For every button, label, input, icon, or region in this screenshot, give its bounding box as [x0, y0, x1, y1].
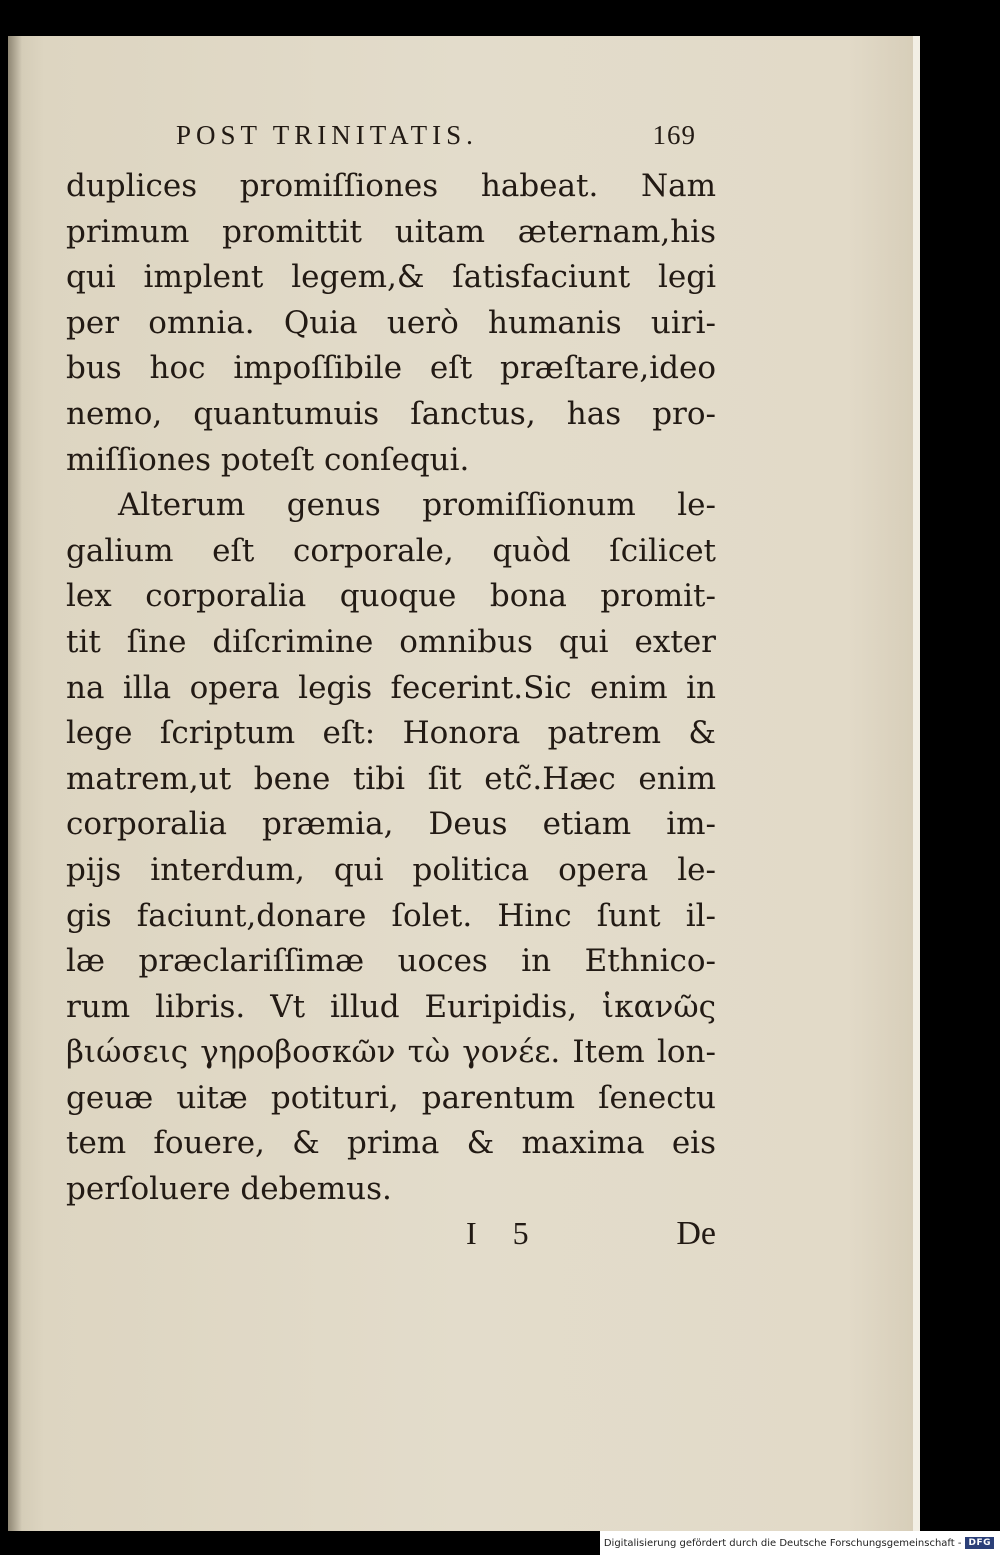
text-line: corporalia præmia, Deus etiam im- — [66, 806, 716, 843]
page-number: 169 — [652, 120, 696, 150]
text-line: bus hoc impoſſibile eſt præſtare,ideo — [66, 350, 716, 387]
running-title: POST TRINITATIS. — [176, 120, 478, 150]
text-line: lex corporalia quoque bona promit- — [66, 578, 716, 615]
text-line: qui implent legem,& ſatisfaciunt legi — [66, 259, 716, 296]
text-line: na illa opera legis fecerint.Sic enim in — [66, 669, 716, 706]
text-line: tem fouere, & prima & maxima eis — [66, 1125, 716, 1162]
text-line: pijs interdum, qui politica opera le- — [66, 851, 716, 888]
text-line: Alterum genus promiſſionum le- — [118, 487, 716, 524]
text-line: rum libris. Vt illud Euripidis, ἱκανῶς — [66, 988, 716, 1025]
catchword: De — [676, 1214, 716, 1252]
funding-credit-bar — [600, 1531, 1000, 1555]
text-line: galium eſt corporale, quòd ſcilicet — [66, 532, 716, 569]
text-line: per omnia. Quia uerò humanis uiri- — [66, 304, 716, 341]
catch-row — [66, 1215, 716, 1265]
text-line: matrem,ut bene tibi ſit etc̃.Hæc enim — [66, 760, 716, 797]
text-line: duplices promiſſiones habeat. Nam — [66, 168, 716, 204]
running-head — [66, 120, 716, 164]
text-line: lege ſcriptum eſt: Honora patrem & — [66, 715, 716, 752]
body-text — [66, 164, 716, 1213]
text-line: geuæ uitæ potituri, parentum ſenectu — [66, 1079, 716, 1116]
text-line: primum promittit uitam æternam,his — [66, 213, 716, 250]
text-line: miſſiones poteſt conſequi. — [66, 441, 470, 478]
funding-credit-text: Digitalisierung gefördert durch die Deutsche Forschungsgemeinschaft - — [603, 1537, 962, 1549]
text-block — [66, 120, 716, 1265]
text-line: βιώσεις γηροβοσκῶν τὼ γονέε. Item lon- — [66, 1034, 716, 1071]
dfg-logo-icon: DFG — [965, 1537, 994, 1549]
text-line: tit ſine diſcrimine omnibus qui exter — [66, 623, 716, 660]
signature-mark: I 5 — [466, 1214, 543, 1251]
text-line: perſoluere debemus. — [66, 1171, 392, 1208]
text-line: gis faciunt,donare ſolet. Hinc ſunt il- — [66, 897, 716, 934]
text-line: nemo, quantumuis ſanctus, has pro- — [66, 395, 716, 432]
text-line: læ præclariſſimæ uoces in Ethnico- — [66, 943, 716, 980]
book-page — [8, 36, 920, 1531]
